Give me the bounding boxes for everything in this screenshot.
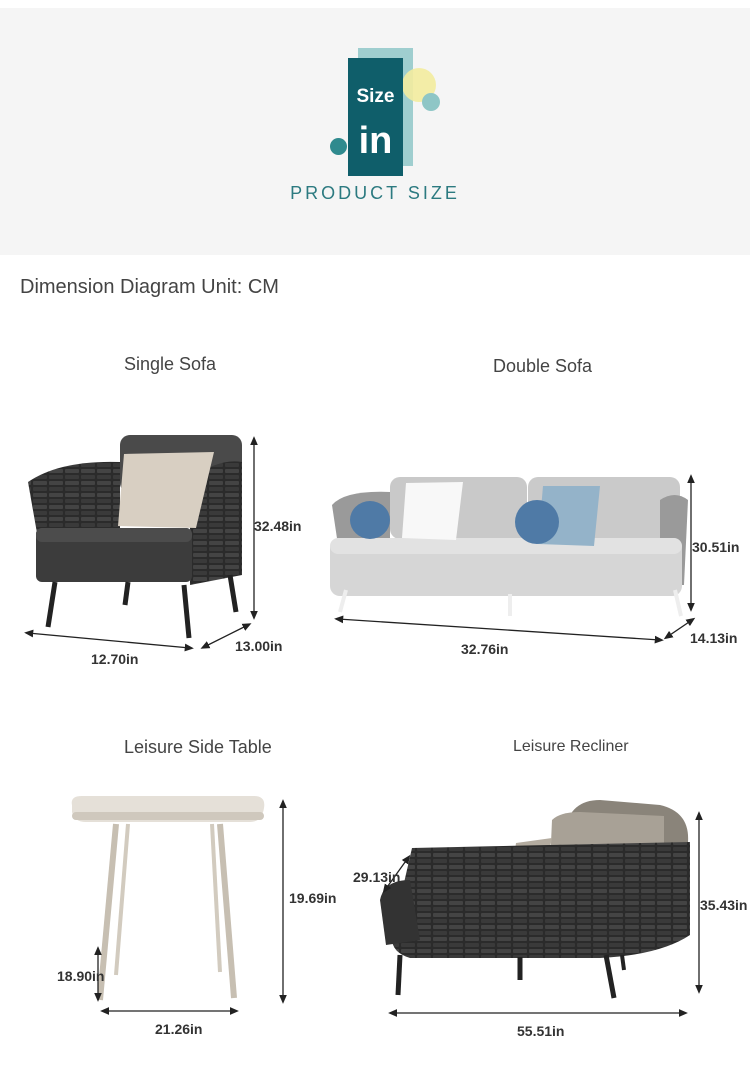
logo-unit-text: in xyxy=(358,120,393,162)
side-table-leg-label: 18.90in xyxy=(57,968,105,984)
recliner-depth-label: 29.13in xyxy=(353,869,401,885)
double-sofa-image xyxy=(330,477,688,616)
page-heading: Dimension Diagram Unit: CM xyxy=(20,276,279,298)
double-sofa-depth-arrow xyxy=(667,620,692,637)
recliner-image xyxy=(380,800,690,998)
single-sofa-height-label: 32.48in xyxy=(254,518,302,534)
product-size-caption: PRODUCT SIZE xyxy=(290,183,460,203)
double-sofa-depth-label: 14.13in xyxy=(690,630,738,646)
single-sofa-image xyxy=(28,435,242,638)
single-sofa-width-arrow xyxy=(28,633,190,648)
double-sofa-width-arrow xyxy=(338,619,660,640)
side-table-title: Leisure Side Table xyxy=(124,737,272,757)
double-sofa-width-label: 32.76in xyxy=(461,641,509,657)
recliner-height-label: 35.43in xyxy=(700,897,748,913)
side-table-width-label: 21.26in xyxy=(155,1021,203,1037)
double-sofa-height-label: 30.51in xyxy=(692,539,740,555)
recliner-width-label: 55.51in xyxy=(517,1023,565,1039)
side-table-height-label: 19.69in xyxy=(289,890,337,906)
double-sofa-title: Double Sofa xyxy=(493,356,593,376)
single-sofa-width-label: 12.70in xyxy=(91,651,139,667)
logo-size-text: Size xyxy=(356,86,395,107)
recliner-title: Leisure Recliner xyxy=(513,738,629,755)
single-sofa-title: Single Sofa xyxy=(124,354,217,374)
single-sofa-depth-label: 13.00in xyxy=(235,638,283,654)
